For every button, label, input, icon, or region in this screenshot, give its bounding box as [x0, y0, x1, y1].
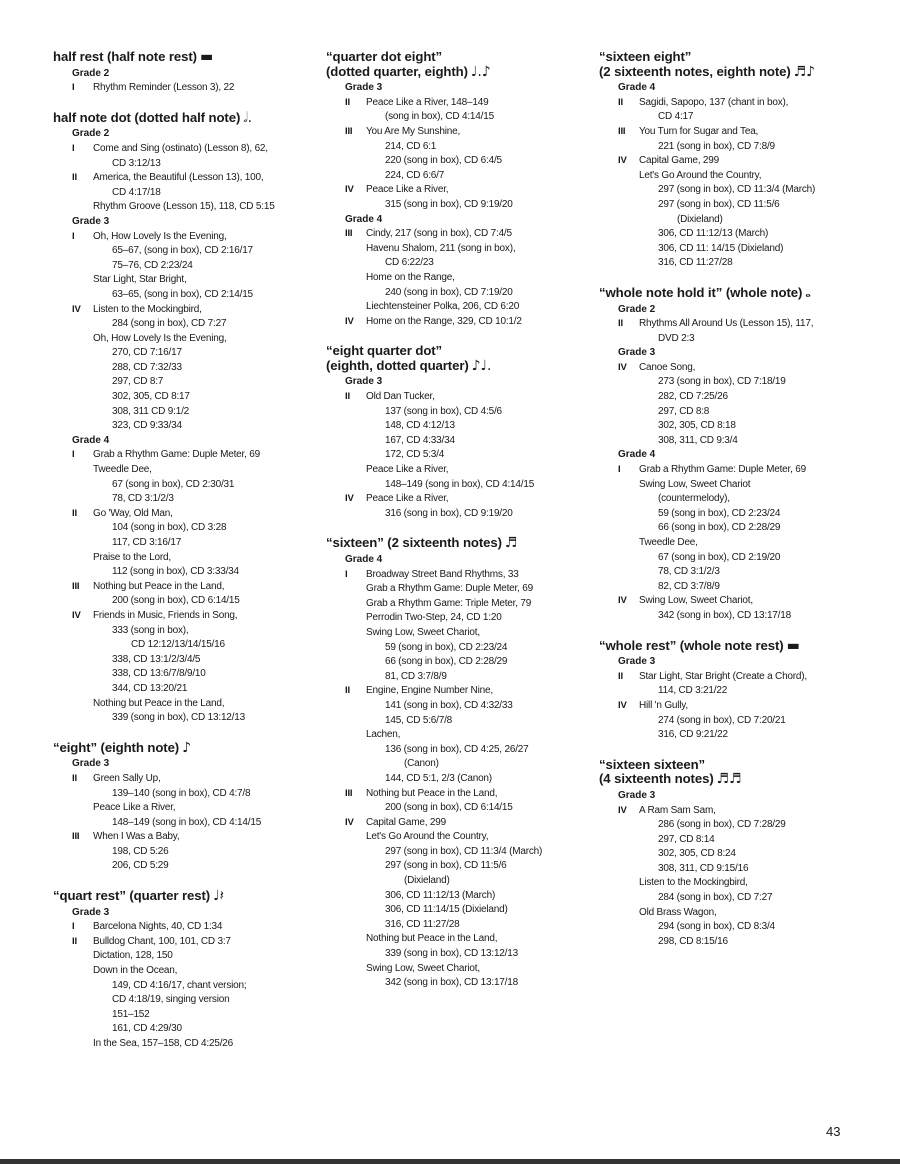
- entry-line: 65–67, (song in box), CD 2:16/17: [112, 245, 253, 257]
- entry-line: Friends in Music, Friends in Song,: [93, 609, 238, 621]
- index-entry: [53, 580, 315, 609]
- entry-line: 297, CD 8:14: [658, 833, 715, 845]
- index-entry: [53, 171, 315, 215]
- entry-line: You Are My Sunshine,: [366, 125, 461, 137]
- entry-line: 220 (song in box), CD 6:4/5: [385, 155, 502, 167]
- index-entry: [326, 684, 588, 786]
- entry-line: Tweedle Dee,: [93, 464, 152, 476]
- entry-line: In the Sea, 157–158, CD 4:25/26: [93, 1038, 234, 1049]
- index-section: [599, 286, 869, 624]
- entry-line: Star Light, Star Bright,: [93, 274, 187, 286]
- entry-line: 339 (song in box), CD 13:12/13: [385, 948, 518, 960]
- index-entry: [326, 227, 588, 315]
- entry-line: Let's Go Around the Country,: [366, 831, 489, 843]
- unit-label: II: [72, 507, 77, 519]
- entry-line: Come and Sing (ostinato) (Lesson 8), 62,: [93, 142, 268, 154]
- index-entry: [53, 772, 315, 830]
- index-section: [53, 741, 315, 874]
- unit-label: II: [72, 772, 77, 784]
- entry-line: 59 (song in box), CD 2:23/24: [658, 507, 781, 519]
- unit-label: II: [618, 318, 623, 330]
- entry-line: Peace Like a River,: [366, 184, 449, 196]
- grade-label: Grade 3: [345, 82, 383, 94]
- entry-line: 145, CD 5:6/7/8: [385, 714, 453, 726]
- index-entry: [599, 96, 869, 125]
- entry-line: 333 (song in box),: [112, 624, 189, 636]
- entry-line: Capital Game, 299: [639, 155, 719, 167]
- entry-line: 294 (song in box), CD 8:3/4: [658, 921, 775, 933]
- entry-line: Swing Low, Sweet Chariot,: [366, 962, 480, 974]
- entry-line: 148, CD 4:12/13: [385, 420, 455, 432]
- entry-line: (Dixieland): [677, 213, 723, 225]
- index-entry: [53, 507, 315, 580]
- entry-line: 302, 305, CD 8:17: [112, 391, 190, 403]
- entry-line: 82, CD 3:7/8/9: [658, 580, 720, 592]
- grade-label: Grade 3: [618, 347, 656, 359]
- entry-line: 167, CD 4:33/34: [385, 434, 455, 446]
- entry-line: Listen to the Mockingbird,: [639, 877, 748, 889]
- entry-line: 338, CD 13:1/2/3/4/5: [112, 653, 201, 665]
- entry-line: 338, CD 13:6/7/8/9/10: [112, 668, 206, 680]
- unit-label: I: [72, 449, 75, 461]
- grade-label: Grade 3: [345, 376, 383, 388]
- unit-label: II: [72, 172, 77, 184]
- section-heading: [599, 758, 869, 787]
- entry-line: Broadway Street Band Rhythms, 33: [366, 568, 519, 580]
- entry-line: 224, CD 6:6/7: [385, 169, 445, 181]
- entry-line: 144, CD 5:1, 2/3 (Canon): [385, 772, 492, 784]
- section-heading-line: “eight quarter dot”: [326, 343, 443, 359]
- entry-line: Dictation, 128, 150: [93, 950, 173, 962]
- index-entry: [53, 448, 315, 506]
- grade-label: Grade 3: [618, 656, 656, 668]
- section-heading-line: (2 sixteenth notes, eighth note): [599, 63, 791, 79]
- index-section: [53, 111, 315, 726]
- entry-line: Lachen,: [366, 729, 401, 741]
- index-section: [326, 344, 588, 521]
- section-heading: [53, 889, 315, 904]
- entry-line: Oh, How Lovely Is the Evening,: [93, 230, 227, 242]
- entry-line: CD 4:17: [658, 111, 694, 123]
- note-symbol-icon: ♩𝄽: [213, 888, 224, 905]
- unit-label: I: [72, 921, 75, 933]
- grade-label: Grade 3: [72, 758, 110, 770]
- unit-label: III: [618, 125, 626, 137]
- section-heading-line: “quart rest” (quarter rest): [53, 888, 211, 904]
- entry-line: 297 (song in box), CD 11:5/6: [658, 198, 780, 210]
- note-symbol-icon: ♪♩.: [471, 357, 492, 374]
- entry-line: 151–152: [112, 1008, 150, 1020]
- note-symbol-icon: ♬♬: [716, 771, 742, 788]
- entry-line: Nothing but Peace in the Land,: [93, 580, 225, 592]
- entry-line: 344, CD 13:20/21: [112, 682, 188, 694]
- index-section: [599, 758, 869, 950]
- entry-line: 114, CD 3:21/22: [658, 685, 728, 697]
- unit-label: III: [345, 787, 353, 799]
- entry-line: Swing Low, Sweet Chariot,: [366, 626, 480, 638]
- unit-label: II: [618, 96, 623, 108]
- section-heading-line: “sixteen” (2 sixteenth notes): [326, 535, 502, 551]
- entry-line: 141 (song in box), CD 4:32/33: [385, 699, 513, 711]
- index-entry: [326, 125, 588, 183]
- unit-label: III: [72, 831, 80, 843]
- section-heading-line: (4 sixteenth notes): [599, 771, 714, 787]
- entry-line: Home on the Range,: [366, 271, 455, 283]
- section-heading: [53, 111, 315, 126]
- bottom-rule: [0, 1159, 900, 1164]
- index-column-1: [53, 50, 315, 1067]
- entry-line: 117, CD 3:16/17: [112, 537, 182, 548]
- section-heading-line: “sixteen sixteen”: [599, 756, 706, 772]
- entry-line: Praise to the Lord,: [93, 551, 171, 563]
- unit-label: II: [345, 96, 350, 108]
- entry-line: 136 (song in box), CD 4:25, 26/27: [385, 743, 529, 755]
- entry-line: 139–140 (song in box), CD 4:7/8: [112, 787, 251, 799]
- index-entry: [53, 830, 315, 874]
- entry-line: 302, 305, CD 8:18: [658, 420, 736, 432]
- section-heading-line: (dotted quarter, eighth): [326, 63, 468, 79]
- entry-line: Go 'Way, Old Man,: [93, 507, 173, 519]
- index-entry: [53, 609, 315, 726]
- entry-line: A Ram Sam Sam,: [639, 804, 716, 816]
- entry-line: Peace Like a River,: [366, 464, 449, 476]
- index-column-2: [326, 50, 588, 1006]
- note-symbol-icon: ♬: [504, 535, 518, 552]
- entry-line: 297 (song in box), CD 11:3/4 (March): [385, 845, 543, 857]
- unit-label: IV: [345, 816, 354, 828]
- unit-label: I: [618, 464, 621, 476]
- grade-label: Grade 3: [72, 215, 110, 227]
- unit-label: II: [345, 391, 350, 403]
- index-entry: [53, 142, 315, 171]
- index-entry: [599, 154, 869, 271]
- grade-label: Grade 4: [345, 554, 383, 565]
- index-entry: [326, 96, 588, 125]
- entry-line: Old Dan Tucker,: [366, 391, 435, 403]
- entry-line: Sagidi, Sapopo, 137 (chant in box),: [639, 96, 789, 108]
- entry-line: 323, CD 9:33/34: [112, 420, 182, 432]
- entry-line: 206, CD 5:29: [112, 860, 169, 872]
- index-section: [599, 50, 869, 271]
- index-entry: [599, 463, 869, 594]
- entry-line: 315 (song in box), CD 9:19/20: [385, 198, 513, 210]
- entry-line: 221 (song in box), CD 7:8/9: [658, 140, 775, 152]
- section-heading-line: half note dot (dotted half note): [53, 109, 241, 125]
- entry-line: 75–76, CD 2:23/24: [112, 259, 193, 271]
- entry-line: 200 (song in box), CD 6:14/15: [385, 802, 513, 814]
- index-entry: [53, 81, 315, 96]
- entry-line: 342 (song in box), CD 13:17/18: [658, 609, 791, 621]
- unit-label: II: [618, 670, 623, 682]
- entry-line: 78, CD 3:1/2/3: [112, 493, 174, 505]
- unit-label: IV: [345, 493, 354, 505]
- entry-line: 240 (song in box), CD 7:19/20: [385, 286, 513, 298]
- index-entry: [326, 183, 588, 212]
- unit-label: IV: [345, 184, 354, 196]
- entry-line: 59 (song in box), CD 2:23/24: [385, 641, 508, 653]
- grade-label: Grade 3: [618, 789, 656, 801]
- entry-line: 112 (song in box), CD 3:33/34: [112, 566, 239, 578]
- index-entry: [53, 935, 315, 1052]
- entry-line: 172, CD 5:3/4: [385, 449, 445, 461]
- entry-line: Grab a Rhythm Game: Triple Meter, 79: [366, 597, 532, 609]
- entry-line: When I Was a Baby,: [93, 831, 180, 843]
- section-heading: [53, 50, 315, 65]
- unit-label: II: [72, 935, 77, 947]
- entry-line: 148–149 (song in box), CD 4:14/15: [112, 816, 262, 828]
- entry-line: Let's Go Around the Country,: [639, 169, 762, 181]
- entry-line: You Turn for Sugar and Tea,: [639, 125, 759, 137]
- unit-label: IV: [618, 699, 627, 711]
- entry-line: 67 (song in box), CD 2:19/20: [658, 551, 781, 563]
- entry-line: 78, CD 3:1/2/3: [658, 566, 720, 578]
- section-heading: [599, 286, 869, 301]
- unit-label: III: [345, 228, 353, 240]
- index-entry: [599, 670, 869, 699]
- index-section: [326, 536, 588, 990]
- unit-label: IV: [618, 361, 627, 373]
- entry-line: 274 (song in box), CD 7:20/21: [658, 714, 786, 726]
- entry-line: Peace Like a River,: [366, 493, 449, 505]
- section-heading-line: “quarter dot eight”: [326, 49, 443, 64]
- entry-line: 308, 311 CD 9:1/2: [112, 405, 190, 417]
- entry-line: Capital Game, 299: [366, 816, 446, 828]
- entry-line: 297 (song in box), CD 11:5/6: [385, 860, 507, 872]
- entry-line: 214, CD 6:1: [385, 140, 437, 152]
- entry-line: CD 4:17/18: [112, 186, 161, 198]
- section-heading: [326, 50, 588, 79]
- unit-label: IV: [345, 315, 354, 327]
- index-section: [326, 50, 588, 329]
- section-heading: [53, 741, 315, 756]
- section-heading-line: “whole rest” (whole note rest): [599, 637, 784, 653]
- section-heading-line: “sixteen eight”: [599, 49, 692, 64]
- entry-line: Rhythm Groove (Lesson 15), 118, CD 5:15: [93, 201, 275, 213]
- unit-label: IV: [618, 595, 627, 607]
- section-heading: [326, 344, 588, 373]
- entry-line: Swing Low, Sweet Chariot,: [639, 595, 753, 607]
- entry-line: 161, CD 4:29/30: [112, 1023, 182, 1035]
- section-heading: [599, 50, 869, 79]
- unit-label: IV: [618, 155, 627, 167]
- index-entry: [53, 303, 315, 434]
- entry-line: Hill 'n Gully,: [639, 699, 688, 711]
- entry-line: Havenu Shalom, 211 (song in box),: [366, 242, 516, 254]
- grade-label: Grade 2: [72, 128, 110, 140]
- note-symbol-icon: 𝅗𝅥.: [243, 109, 252, 126]
- entry-line: America, the Beautiful (Lesson 13), 100,: [93, 172, 264, 184]
- entry-line: 282, CD 7:25/26: [658, 391, 728, 403]
- entry-line: Perrodin Two-Step, 24, CD 1:20: [366, 612, 502, 624]
- entry-line: Engine, Engine Number Nine,: [366, 685, 493, 697]
- entry-line: 284 (song in box), CD 7:27: [658, 892, 773, 904]
- note-symbol-icon: ▬: [199, 49, 214, 65]
- entry-line: (Dixieland): [404, 875, 450, 887]
- entry-line: Barcelona Nights, 40, CD 1:34: [93, 921, 223, 933]
- index-entry: [599, 804, 869, 950]
- entry-line: Down in the Ocean,: [93, 965, 178, 977]
- entry-line: 198, CD 5:26: [112, 845, 169, 857]
- entry-line: 63–65, (song in box), CD 2:14/15: [112, 288, 253, 300]
- entry-line: 297, CD 8:7: [112, 376, 164, 388]
- entry-line: Grab a Rhythm Game: Duple Meter, 69: [93, 449, 260, 461]
- entry-line: CD 12:12/13/14/15/16: [131, 639, 225, 651]
- entry-line: Swing Low, Sweet Chariot: [639, 478, 751, 490]
- entry-line: 66 (song in box), CD 2:28/29: [385, 656, 508, 668]
- section-heading-line: “whole note hold it” (whole note): [599, 284, 803, 300]
- index-section: [53, 889, 315, 1052]
- entry-line: Star Light, Star Bright (Create a Chord),: [639, 670, 807, 682]
- index-section: [599, 639, 869, 743]
- section-heading: [326, 536, 588, 551]
- entry-line: 270, CD 7:16/17: [112, 347, 182, 359]
- entry-line: Oh, How Lovely Is the Evening,: [93, 332, 227, 344]
- grade-label: Grade 2: [618, 303, 656, 315]
- unit-label: III: [72, 580, 80, 592]
- entry-line: Rhythm Reminder (Lesson 3), 22: [93, 82, 235, 94]
- entry-line: Liechtensteiner Polka, 206, CD 6:20: [366, 301, 520, 313]
- entry-line: Listen to the Mockingbird,: [93, 303, 202, 315]
- entry-line: 273 (song in box), CD 7:18/19: [658, 376, 786, 388]
- entry-line: Peace Like a River, 148–149: [366, 96, 489, 108]
- entry-line: Tweedle Dee,: [639, 537, 698, 548]
- entry-line: DVD 2:3: [658, 332, 695, 344]
- entry-line: 149, CD 4:16/17, chant version;: [112, 979, 247, 991]
- unit-label: IV: [72, 609, 81, 621]
- entry-line: 297 (song in box), CD 11:3/4 (March): [658, 184, 816, 196]
- index-entry: [326, 568, 588, 685]
- entry-line: 339 (song in box), CD 13:12/13: [112, 712, 245, 724]
- entry-line: 308, 311, CD 9:15/16: [658, 862, 749, 874]
- entry-line: 297, CD 8:8: [658, 405, 710, 417]
- entry-line: 316, CD 11:27/28: [385, 918, 460, 930]
- grade-label: Grade 2: [72, 67, 110, 79]
- entry-line: Cindy, 217 (song in box), CD 7:4/5: [366, 228, 512, 240]
- entry-line: 316, CD 11:27/28: [658, 257, 733, 269]
- section-heading-line: (eighth, dotted quarter): [326, 357, 469, 373]
- section-heading: [599, 639, 869, 654]
- unit-label: I: [72, 142, 75, 154]
- entry-line: 66 (song in box), CD 2:28/29: [658, 522, 781, 534]
- grade-label: Grade 4: [618, 82, 656, 94]
- index-entry: [599, 594, 869, 623]
- index-entry: [326, 315, 588, 330]
- unit-label: II: [345, 685, 350, 697]
- unit-label: III: [345, 125, 353, 137]
- index-entry: [599, 699, 869, 743]
- entry-line: 308, 311, CD 9:3/4: [658, 434, 738, 446]
- entry-line: Peace Like a River,: [93, 802, 176, 814]
- entry-line: 306, CD 11:12/13 (March): [658, 228, 769, 240]
- entry-line: 316, CD 9:21/22: [658, 729, 728, 741]
- section-heading-line: “eight” (eighth note): [53, 739, 180, 755]
- entry-line: 316 (song in box), CD 9:19/20: [385, 507, 513, 519]
- section-heading-line: half rest (half note rest): [53, 49, 197, 64]
- entry-line: 306, CD 11:12/13 (March): [385, 889, 496, 901]
- unit-label: IV: [72, 303, 81, 315]
- grade-label: Grade 4: [618, 449, 656, 461]
- note-symbol-icon: ♩.♪: [470, 63, 491, 80]
- entry-line: 284 (song in box), CD 7:27: [112, 318, 227, 330]
- unit-label: I: [72, 230, 75, 242]
- entry-line: 342 (song in box), CD 13:17/18: [385, 977, 518, 989]
- note-symbol-icon: 𝅝: [805, 284, 811, 301]
- grade-label: Grade 4: [345, 213, 383, 225]
- unit-label: IV: [618, 804, 627, 816]
- page-number: 43: [826, 1124, 841, 1139]
- entry-line: Rhythms All Around Us (Lesson 15), 117,: [639, 318, 814, 330]
- entry-line: 104 (song in box), CD 3:28: [112, 522, 227, 534]
- entry-line: 200 (song in box), CD 6:14/15: [112, 595, 240, 607]
- entry-line: Old Brass Wagon,: [639, 906, 717, 918]
- index-column-3: [599, 50, 869, 964]
- entry-line: Green Sally Up,: [93, 772, 161, 784]
- entry-line: Home on the Range, 329, CD 10:1/2: [366, 315, 522, 327]
- entry-line: 81, CD 3:7/8/9: [385, 670, 447, 682]
- entry-line: (Canon): [404, 758, 439, 770]
- entry-line: 306, CD 11: 14/15 (Dixieland): [658, 242, 784, 254]
- entry-line: Canoe Song,: [639, 361, 696, 373]
- index-entry: [53, 230, 315, 303]
- unit-label: I: [345, 568, 348, 580]
- entry-line: Nothing but Peace in the Land,: [366, 787, 498, 799]
- entry-line: 298, CD 8:15/16: [658, 935, 728, 947]
- note-symbol-icon: ♪: [182, 739, 191, 756]
- entry-line: CD 4:18/19, singing version: [112, 994, 230, 1006]
- grade-label: Grade 3: [72, 906, 110, 918]
- entry-line: 67 (song in box), CD 2:30/31: [112, 478, 235, 490]
- index-entry: [53, 920, 315, 935]
- note-symbol-icon: ♬♪: [793, 63, 815, 80]
- index-entry: [326, 816, 588, 991]
- index-entry: [599, 317, 869, 346]
- entry-line: Grab a Rhythm Game: Duple Meter, 69: [366, 583, 533, 595]
- entry-line: Nothing but Peace in the Land,: [93, 697, 225, 709]
- entry-line: CD 6:22/23: [385, 257, 434, 269]
- entry-line: 137 (song in box), CD 4:5/6: [385, 405, 502, 417]
- entry-line: 302, 305, CD 8:24: [658, 848, 736, 860]
- entry-line: (song in box), CD 4:14/15: [385, 111, 494, 123]
- entry-line: 148–149 (song in box), CD 4:14/15: [385, 478, 535, 490]
- note-symbol-icon: ▬: [786, 637, 800, 654]
- entry-line: Bulldog Chant, 100, 101, CD 3:7: [93, 935, 231, 947]
- entry-line: CD 3:12/13: [112, 157, 161, 169]
- index-entry: [326, 390, 588, 492]
- entry-line: 286 (song in box), CD 7:28/29: [658, 819, 786, 831]
- index-entry: [599, 125, 869, 154]
- entry-line: Grab a Rhythm Game: Duple Meter, 69: [639, 464, 806, 476]
- unit-label: I: [72, 82, 75, 94]
- index-entry: [326, 492, 588, 521]
- grade-label: Grade 4: [72, 434, 110, 446]
- entry-line: (countermelody),: [658, 493, 730, 505]
- index-entry: [599, 361, 869, 449]
- entry-line: 306, CD 11:14/15 (Dixieland): [385, 904, 508, 916]
- entry-line: 288, CD 7:32/33: [112, 361, 182, 373]
- entry-line: Nothing but Peace in the Land,: [366, 933, 498, 945]
- index-entry: [326, 787, 588, 816]
- index-section: [53, 50, 315, 96]
